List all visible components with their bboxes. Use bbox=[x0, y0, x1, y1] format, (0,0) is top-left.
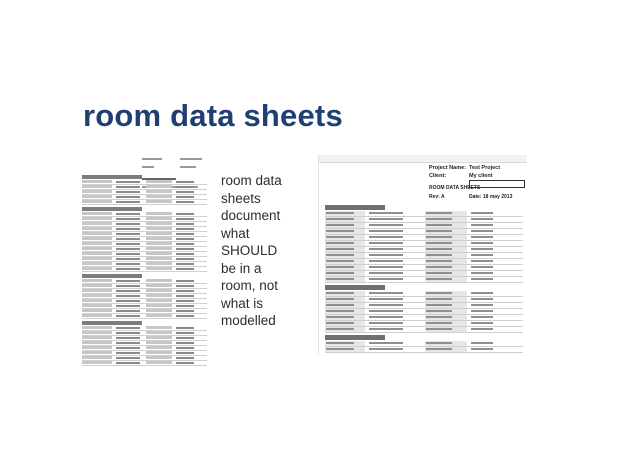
sheet-date: Date: 18 may 2013 bbox=[469, 194, 513, 200]
client-label: Client: bbox=[429, 173, 447, 179]
sheet-row bbox=[82, 200, 207, 205]
caption-line: room, not bbox=[221, 278, 279, 293]
sheet-row bbox=[82, 361, 207, 366]
sheet-section-heading bbox=[82, 321, 142, 325]
sheet-row bbox=[325, 277, 523, 283]
caption-line: document bbox=[221, 208, 281, 223]
caption-line: what is bbox=[221, 295, 264, 311]
sheet-section-heading bbox=[325, 205, 385, 210]
slide-title: room data sheets bbox=[83, 98, 343, 133]
revision: Rev: A bbox=[429, 194, 445, 200]
sheet-row bbox=[325, 327, 523, 333]
sheet-row bbox=[82, 267, 207, 272]
sheet-title: ROOM DATA SHEETS bbox=[429, 185, 481, 191]
sheet-row bbox=[325, 347, 523, 353]
room-data-sheet-thumbnail-left bbox=[80, 145, 209, 368]
caption-line: what bbox=[221, 225, 250, 241]
sheet-header-block bbox=[142, 147, 208, 183]
spreadsheet-column-header bbox=[319, 155, 527, 163]
sheet-section-heading bbox=[325, 285, 385, 290]
room-data-sheet-thumbnail-right bbox=[318, 155, 527, 355]
project-name-value: Test Project bbox=[469, 165, 501, 171]
caption-line: sheets bbox=[221, 190, 261, 206]
caption-line: be in a bbox=[221, 260, 262, 276]
slide-caption bbox=[221, 172, 299, 330]
sheet-section-heading bbox=[82, 207, 142, 211]
caption-line: room data bbox=[221, 173, 282, 188]
sheet-section-heading bbox=[82, 274, 142, 278]
project-name-label: Project Name: bbox=[429, 165, 466, 171]
sheet-row bbox=[82, 314, 207, 319]
caption-line: modelled bbox=[221, 313, 276, 328]
sheet-section-heading bbox=[82, 175, 142, 179]
client-value: My client bbox=[469, 173, 493, 179]
caption-line: SHOULD bbox=[221, 243, 278, 258]
sheet-section-heading bbox=[325, 335, 385, 340]
